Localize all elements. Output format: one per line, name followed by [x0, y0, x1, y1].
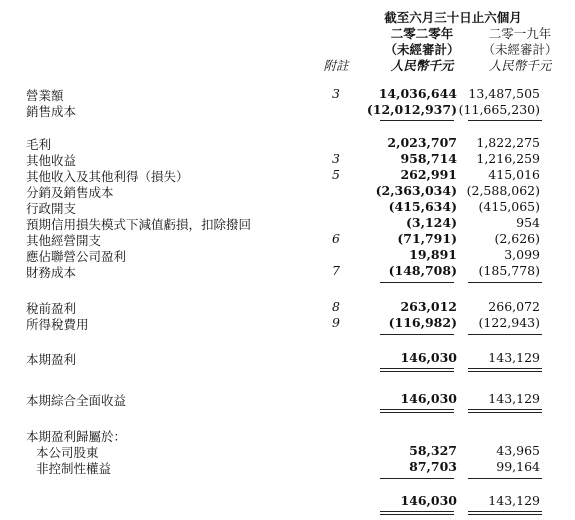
- table-row: [0, 167, 575, 183]
- row-note: 5: [332, 167, 340, 182]
- value-2019: (2,588,062): [466, 183, 540, 198]
- value-2020: 58,327: [409, 443, 457, 458]
- row-label: 應佔聯營公司盈利: [26, 249, 127, 264]
- value-2019: 1,216,259: [476, 151, 540, 166]
- total-double-rule: [380, 511, 454, 512]
- value-2019: 143,129: [488, 493, 540, 508]
- unaudited-2020-label: （未經審計）: [384, 42, 460, 57]
- value-2019: 143,129: [488, 391, 540, 406]
- table-row: [0, 135, 575, 151]
- table-row: [0, 263, 575, 279]
- row-label: 分銷及銷售成本: [26, 185, 114, 200]
- value-2020: (116,982): [388, 315, 457, 330]
- table-row: [0, 427, 575, 443]
- row-label: 本期盈利: [26, 352, 77, 367]
- row-label: 財務成本: [26, 265, 77, 280]
- subtotal-rule: [380, 282, 454, 283]
- subtotal-rule: [380, 120, 454, 121]
- value-2020: (415,634): [388, 199, 457, 214]
- table-row: [0, 102, 575, 118]
- value-2019: 143,129: [488, 350, 540, 365]
- value-2020: 14,036,644: [378, 86, 457, 101]
- table-row: [0, 199, 575, 215]
- row-note: 8: [332, 299, 340, 314]
- value-2019: 266,072: [488, 299, 540, 314]
- value-2020: 2,023,707: [387, 135, 457, 150]
- table-row: [0, 493, 575, 509]
- value-2019: 1,822,275: [476, 135, 540, 150]
- row-label: 本期綜合全面收益: [26, 393, 127, 408]
- value-2020: (3,124): [406, 215, 457, 230]
- row-label: 營業額: [26, 88, 64, 103]
- total-double-rule: [468, 409, 542, 410]
- row-label: 其他經營開支: [26, 233, 102, 248]
- row-note: 3: [332, 86, 340, 101]
- total-double-rule: [380, 371, 454, 372]
- value-2020: (148,708): [388, 263, 457, 278]
- row-label: 非控制性權益: [36, 461, 112, 476]
- subtotal-rule: [468, 282, 542, 283]
- subtotal-rule: [468, 120, 542, 121]
- value-2019: (415,065): [478, 199, 540, 214]
- table-row: [0, 247, 575, 263]
- value-2019: 3,099: [504, 247, 540, 262]
- value-2019: (185,778): [478, 263, 540, 278]
- total-double-rule: [380, 409, 454, 410]
- total-double-rule: [380, 412, 454, 413]
- value-2020: 262,991: [400, 167, 457, 182]
- value-2019: 13,487,505: [468, 86, 540, 101]
- subtotal-rule: [468, 478, 542, 479]
- value-2020: (12,012,937): [366, 102, 457, 117]
- unit-2020-label: 人民幣千元: [390, 58, 454, 73]
- row-label: 本期盈利歸屬於：: [26, 429, 127, 444]
- table-row: [0, 350, 575, 366]
- value-2019: 99,164: [496, 459, 540, 474]
- total-double-rule: [468, 412, 542, 413]
- period-header: 截至六月三十日止六個月: [384, 10, 522, 25]
- row-label: 所得稅費用: [26, 317, 89, 332]
- table-row: [0, 391, 575, 407]
- row-note: 3: [332, 151, 340, 166]
- table-row: [0, 231, 575, 247]
- value-2020: 958,714: [400, 151, 457, 166]
- value-2020: 146,030: [400, 493, 457, 508]
- value-2019: (122,943): [478, 315, 540, 330]
- table-row: [0, 215, 575, 231]
- value-2020: 146,030: [400, 391, 457, 406]
- value-2019: 43,965: [496, 443, 540, 458]
- table-row: [0, 151, 575, 167]
- value-2019: (2,626): [494, 231, 540, 246]
- subtotal-rule: [380, 478, 454, 479]
- subtotal-rule: [468, 334, 542, 335]
- table-row: [0, 86, 575, 102]
- total-double-rule: [380, 368, 454, 369]
- total-double-rule: [468, 368, 542, 369]
- value-2020: 263,012: [400, 299, 457, 314]
- row-label: 稅前盈利: [26, 301, 77, 316]
- row-label: 銷售成本: [26, 104, 77, 119]
- value-2020: 19,891: [409, 247, 457, 262]
- value-2020: 87,703: [409, 459, 457, 474]
- table-row: [0, 459, 575, 475]
- table-row: [0, 299, 575, 315]
- table-row: [0, 183, 575, 199]
- subtotal-rule: [380, 334, 454, 335]
- total-double-rule: [468, 514, 542, 515]
- row-label: 行政開支: [26, 201, 77, 216]
- row-label: 預期信用損失模式下減值虧損，扣除撥回: [26, 217, 252, 232]
- unaudited-2019-label: （未經審計）: [482, 42, 558, 57]
- row-label: 其他收益: [26, 153, 77, 168]
- value-2020: (2,363,034): [375, 183, 457, 198]
- total-double-rule: [468, 371, 542, 372]
- unit-2019-label: 人民幣千元: [488, 58, 552, 73]
- row-label: 其他收入及其他利得（損失）: [26, 169, 189, 184]
- row-note: 6: [332, 231, 340, 246]
- total-double-rule: [468, 511, 542, 512]
- row-label: 本公司股東: [36, 445, 99, 460]
- table-row: [0, 443, 575, 459]
- year-2019-header: 二零一九年: [488, 26, 552, 41]
- table-row: [0, 315, 575, 331]
- value-2020: (71,791): [397, 231, 457, 246]
- value-2019: (11,665,230): [458, 102, 540, 117]
- value-2019: 954: [516, 215, 540, 230]
- value-2019: 415,016: [488, 167, 540, 182]
- row-note: 9: [332, 315, 340, 330]
- row-note: 7: [332, 263, 340, 278]
- year-2020-header: 二零二零年: [390, 26, 454, 41]
- row-label: 毛利: [26, 137, 52, 152]
- value-2020: 146,030: [400, 350, 457, 365]
- total-double-rule: [380, 514, 454, 515]
- notes-column-header: 附註: [323, 58, 349, 73]
